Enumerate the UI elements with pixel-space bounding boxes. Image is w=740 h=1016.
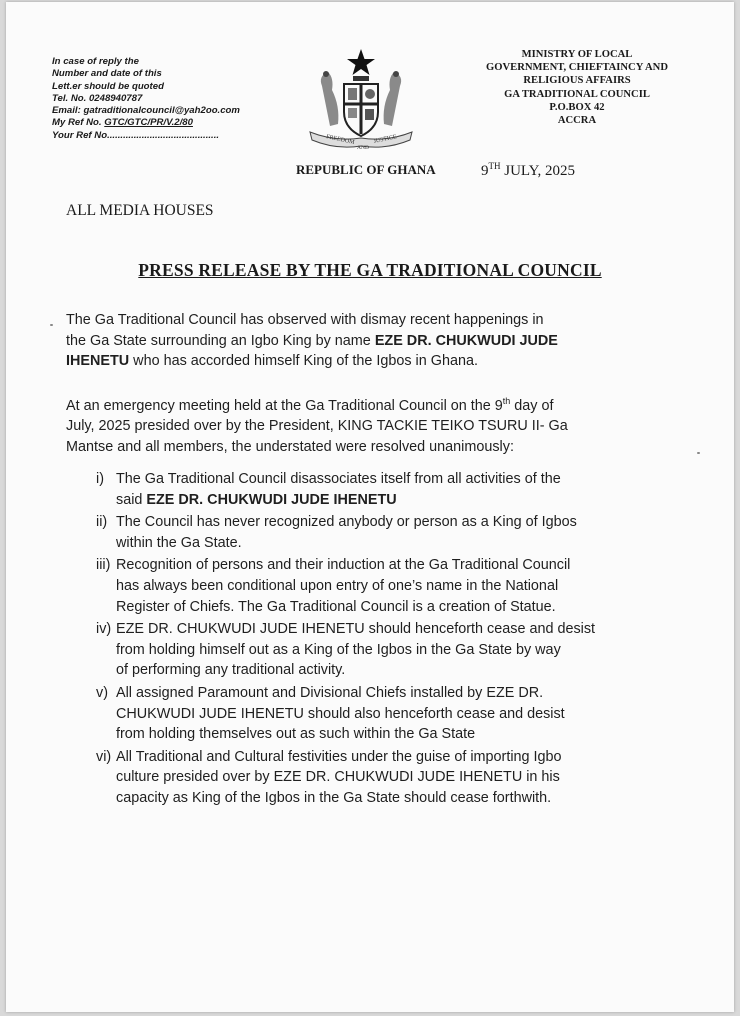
council-line: GA TRADITIONAL COUNCIL <box>504 88 650 100</box>
recipient-line: ALL MEDIA HOUSES <box>66 202 214 219</box>
date-suffix: TH <box>488 161 501 171</box>
resolution-line: All Traditional and Cultural festivities under the guise of importing Igbo <box>116 748 562 765</box>
my-ref-line <box>52 117 292 129</box>
resolution-item <box>96 619 676 681</box>
king-name-bold: EZE DR. CHUKWUDI JUDE <box>374 332 558 349</box>
po-box-line: P.O.BOX 42 <box>549 101 605 113</box>
resolution-number: vi) <box>96 748 112 765</box>
resolution-number: iii) <box>96 557 111 574</box>
paragraph-line: The Ga Traditional Council has observed with dismay recent happenings in <box>66 312 544 328</box>
press-release-heading: PRESS RELEASE BY THE GA TRADITIONAL COUNCIL <box>138 260 602 280</box>
ministry-line: GOVERNMENT, CHIEFTAINCY AND <box>486 62 668 74</box>
resolution-line: All assigned Paramount and Divisional Chiefs installed by EZE DR. <box>116 684 544 701</box>
text-run: said <box>116 491 147 508</box>
text-run: the Ga State surrounding an Igbo King by name <box>66 332 375 349</box>
resolution-item <box>96 555 676 617</box>
paragraph-line <box>66 391 666 416</box>
resolution-number: ii) <box>96 514 108 531</box>
resolution-line: culture presided over by EZE DR. CHUKWUDI JUDE IHENETU in his <box>116 769 560 786</box>
ministry-line: MINISTRY OF LOCAL <box>521 49 633 60</box>
paragraph-line: Mantse and all members, the understated were resolved unanimously: <box>66 438 514 455</box>
resolution-line: The Ga Traditional Council disassociates itself from all activities of the <box>116 471 561 487</box>
meeting-paragraph <box>66 391 666 458</box>
reply-line: Lett.er should be quoted <box>52 80 164 92</box>
telephone-line: Tel. No. 0248940787 <box>52 92 143 104</box>
reply-reference-block <box>52 56 292 142</box>
motto-freedom: FREEDOM <box>325 134 355 146</box>
motto-justice: JUSTICE <box>373 134 398 145</box>
opening-paragraph <box>66 310 666 372</box>
king-name-bold: IHENETU <box>66 353 130 370</box>
text-run: At an emergency meeting held at the Ga Traditional Council on the 9 <box>66 397 503 414</box>
resolution-number: v) <box>96 684 108 701</box>
republic-label: REPUBLIC OF GHANA <box>296 162 436 177</box>
resolution-item <box>96 512 676 553</box>
motto-and: AND <box>357 145 369 151</box>
resolution-number: i) <box>96 471 104 487</box>
reply-line: Number and date of this <box>52 68 162 80</box>
resolutions-list <box>66 469 676 811</box>
paper-speck <box>50 324 53 326</box>
resolution-item <box>96 747 676 809</box>
text-run: who has accorded himself King of the Igbos in Ghana. <box>129 353 478 370</box>
resolution-item <box>96 469 676 510</box>
paper-speck <box>697 452 700 454</box>
ministry-line: RELIGIOUS AFFAIRS <box>523 75 631 87</box>
resolution-line: within the Ga State. <box>116 534 242 551</box>
release-date <box>481 161 575 180</box>
paragraph-line <box>66 331 666 352</box>
resolution-line: from holding himself out as a King of the Igbos in the Ga State by way <box>116 641 561 658</box>
date-day: 9 <box>481 163 489 179</box>
paragraph-line: July, 2025 presided over by the President, KING TACKIE TEIKO TSURU II- Ga <box>66 418 568 435</box>
resolution-line: Register of Chiefs. The Ga Traditional Council is a creation of Statue. <box>116 598 556 615</box>
my-ref-label: My Ref No. <box>52 117 102 129</box>
resolution-line: CHUKWUDI JUDE IHENETU should also henceforth cease and desist <box>116 705 565 722</box>
resolution-line: of performing any traditional activity. <box>116 662 346 679</box>
resolution-number: iv) <box>96 621 112 638</box>
resolution-line: The Council has never recognized anybody or person as a King of Igbos <box>116 514 577 531</box>
resolution-item <box>96 683 676 745</box>
resolution-line: EZE DR. CHUKWUDI JUDE IHENETU should henceforth cease and desist <box>116 621 596 638</box>
ordinal-suffix: th <box>502 396 511 406</box>
reply-line: In case of reply the <box>52 56 139 67</box>
email-line: Email: gatraditionalcouncil@yah2oo.com <box>52 105 240 117</box>
paragraph-line <box>66 351 666 372</box>
ghana-coat-of-arms-emblem <box>300 46 422 156</box>
resolution-line <box>116 490 676 511</box>
resolution-line: has always been conditional upon entry of one’s name in the National <box>116 577 559 594</box>
resolution-line: from holding themselves out as such within the Ga State <box>116 726 476 743</box>
resolution-line: Recognition of persons and their induction at the Ga Traditional Council <box>116 557 571 574</box>
resolution-line: capacity as King of the Igbos in the Ga State should cease forthwith. <box>116 789 552 806</box>
text-run: day of <box>510 397 554 414</box>
city-line: ACCRA <box>557 115 597 127</box>
ministry-address-block <box>470 48 684 127</box>
your-ref-line: Your Ref No.......................................... <box>52 129 220 141</box>
my-ref-number: GTC/GTC/PR/V.2/80 <box>104 117 193 129</box>
king-name-bold: EZE DR. CHUKWUDI JUDE IHENETU <box>146 491 397 508</box>
date-month-year: JULY, 2025 <box>500 163 575 179</box>
